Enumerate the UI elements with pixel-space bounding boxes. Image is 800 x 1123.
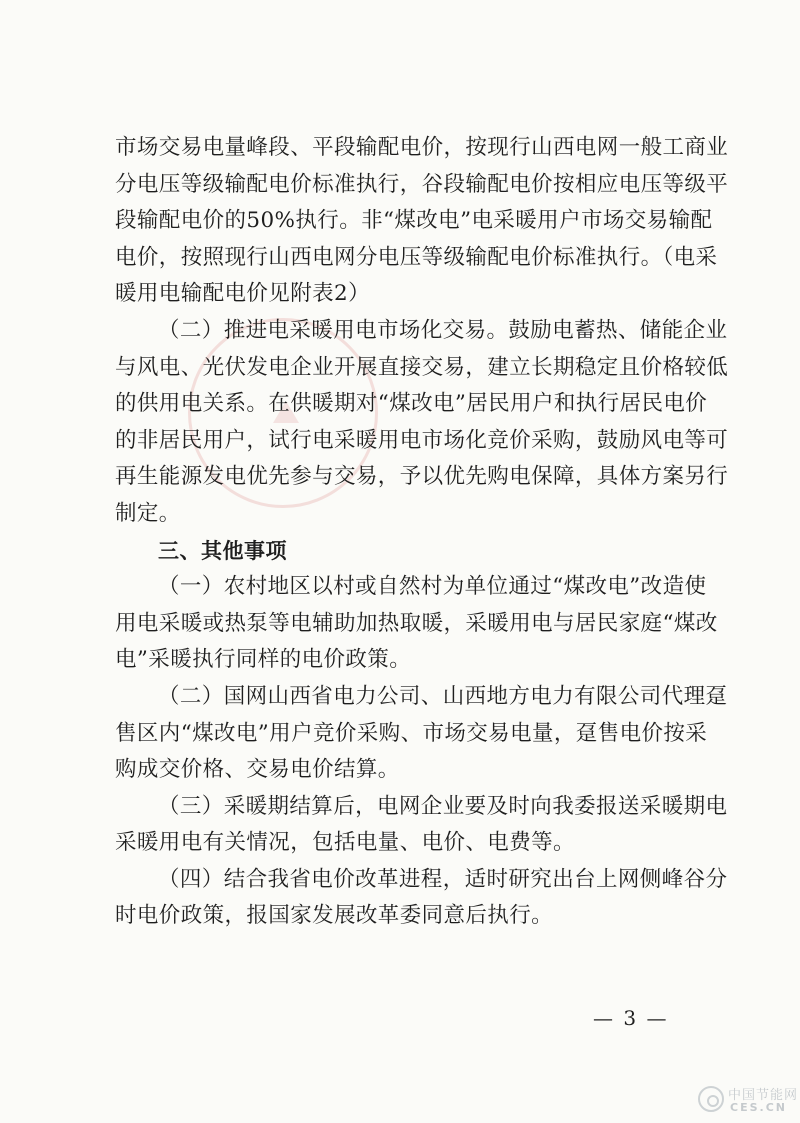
paragraph-line: 分电压等级输配电价标准执行，谷段输配电价按相应电压等级平 [115, 171, 729, 197]
body-paragraph [115, 569, 718, 679]
paragraph-line: （一）农村地区以村或自然村为单位通过“煤改电”改造使 [158, 574, 707, 600]
paragraph-line: 再生能源发电优先参与交易，予以优先购电保障，具体方案另行 [115, 464, 729, 490]
body-paragraph [115, 313, 729, 533]
paragraph-line: （二）推进电采暖用电市场化交易。鼓励电蓄热、储能企业 [158, 317, 728, 343]
watermark-en-text: CES.CN [730, 1101, 787, 1114]
paragraph-line: （二）国网山西省电力公司、山西地方电力有限公司代理趸 [158, 683, 728, 709]
ces-logo-icon [698, 1086, 724, 1112]
body-paragraph [115, 679, 728, 789]
body-paragraph [115, 862, 728, 935]
paragraph-line: （四）结合我省电价改革进程，适时研究出台上网侧峰谷分 [158, 866, 728, 892]
ces-watermark-logo [698, 1080, 798, 1120]
paragraph-line: 采暖用电有关情况，包括电量、电价、电费等。 [115, 830, 575, 856]
paragraph-line: 段输配电价的50%执行。非“煤改电”电采暖用户市场交易输配 [115, 208, 713, 234]
paragraph-line: 暖用电输配电价见附表2） [115, 281, 370, 307]
document-body [115, 130, 729, 935]
paragraph-line: 用电采暖或热泵等电辅助加热取暖，采暖用电与居民家庭“煤改 [115, 610, 718, 636]
watermark-cn-text: 中国节能网 [728, 1088, 799, 1103]
paragraph-line: 的供用电关系。在供暖期对“煤改电”居民用户和执行居民电价 [115, 391, 708, 417]
paragraph-line: 购成交价格、交易电价结算。 [115, 757, 400, 783]
body-paragraph [115, 130, 729, 313]
paragraph-line: 制定。 [115, 500, 181, 526]
paragraph-line: （三）采暖期结算后，电网企业要及时向我委报送采暖期电 [158, 793, 728, 819]
paragraph-line: 市场交易电量峰段、平段输配电价，按现行山西电网一般工商业 [115, 135, 729, 160]
paragraph-line: 售区内“煤改电”用户竞价采购、市场交易电量，趸售电价按采 [115, 720, 708, 746]
section-heading: 三、其他事项 [158, 538, 287, 563]
paragraph-line: 电价，按照现行山西电网分电压等级输配电价标准执行。（电采 [115, 244, 718, 270]
paragraph-line: 时电价政策，报国家发展改革委同意后执行。 [115, 903, 554, 929]
paragraph-line: 的非居民用户，试行电采暖用电市场化竞价采购，鼓励风电等可 [115, 427, 729, 453]
body-paragraph [115, 789, 728, 862]
page-number: — 3 — [593, 1006, 669, 1030]
paragraph-line: 电”采暖执行同样的电价政策。 [115, 647, 412, 673]
paragraph-line: 与风电、光伏发电企业开展直接交易，建立长期稳定且价格较低 [115, 354, 729, 380]
